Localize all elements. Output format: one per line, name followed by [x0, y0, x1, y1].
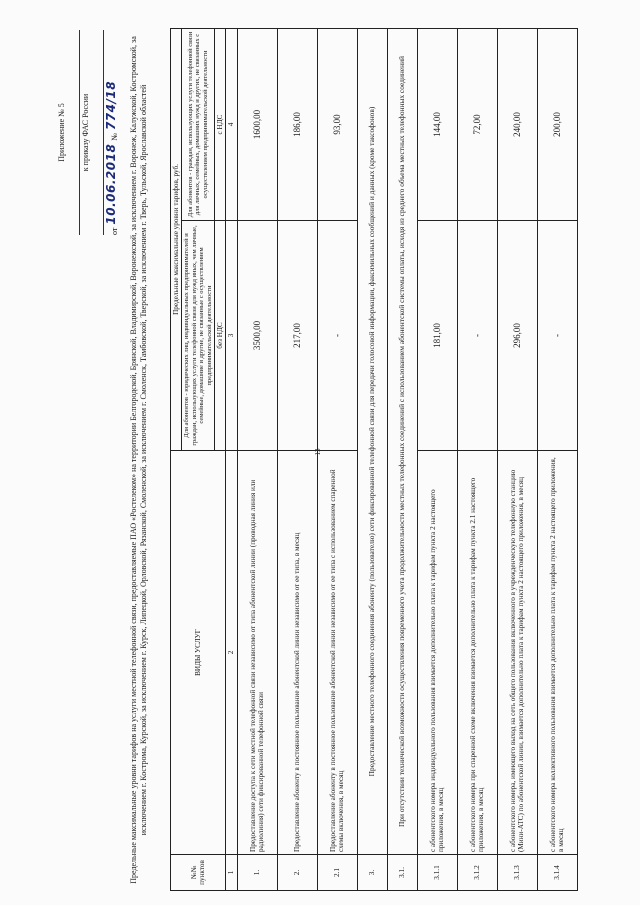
row-tariff-legal-cell: 3500,00 [237, 221, 277, 451]
row-service-cell: с абонентского номера индивидуального пользования взимается дополнительно плата к тарифам пункта 2 настоящего приложения, в месяц [417, 451, 457, 855]
handwritten-date: 10.06.2018 [104, 143, 119, 225]
row-number-cell: 3.1.1 [417, 855, 457, 891]
table-row [537, 28, 577, 890]
table-body [237, 28, 577, 890]
row-tariff-citizens-cell: 144,00 [417, 28, 457, 220]
table-index-row [226, 28, 237, 890]
row-section-cell: При отсутствии технической возможности осуществления повременного учета продолжительности местных телефонных соединений с использованием абонентской системы оплаты, исходя из среднего объема местных телефонных соединений [387, 28, 417, 854]
number-sign: № [109, 133, 119, 141]
row-number-cell: 3.1.2 [457, 855, 497, 891]
vat-included-label: с НДС [215, 28, 226, 220]
document-title: Предельные максимальные уровни тарифов на услуги местной телефонной связи, предоставляемые ПАО «Ростелеком» на территории Белгородской, Брянской, Владимирской, Воронежской, за исключением г. Воронеж, Калужской, Костромской, за исключением г. Кострома, Курской, за исключением г. Курск, Липецкой, Орловской, Рязанской, Смоленской, за исключением г. Смоленск, Тамбовской, Тверской, за исключением г. Тверь, Тульской, Ярославской областей [129, 36, 148, 884]
table-row [357, 28, 387, 890]
row-tariff-legal-cell: - [457, 221, 497, 451]
table-row [237, 28, 277, 890]
row-service-cell: Предоставление абоненту в постоянное пользование абонентской линии независимо от ее типа с использованием спаренной схемы включения, в месяц [317, 451, 357, 855]
row-tariff-citizens-cell: 72,00 [457, 28, 497, 220]
page-number: 13 [314, 448, 322, 456]
row-service-cell: с абонентского номера при спаренной схеме включения взимается дополнительно плата к тарифам пункта 2.1 настоящего приложения, в месяц [457, 451, 497, 855]
row-tariff-citizens-cell: 1600,00 [237, 28, 277, 220]
table-header-row [171, 28, 182, 890]
row-number-cell: 3.1. [387, 855, 417, 891]
col-number-header: №№ пунктов [171, 855, 226, 891]
vat-excluded-label: без НДС [215, 221, 226, 451]
row-tariff-legal-cell: 296,00 [497, 221, 537, 451]
row-tariff-citizens-cell: 186,00 [277, 28, 317, 220]
row-tariff-legal-cell: 181,00 [417, 221, 457, 451]
appendix-title: Приложение № 5 [57, 103, 66, 162]
index-cell: 2 [226, 451, 237, 855]
row-number-cell: 1. [237, 855, 277, 891]
index-cell: 1 [226, 855, 237, 891]
row-tariff-citizens-cell: 93,00 [317, 28, 357, 220]
table-row [417, 28, 457, 890]
table-row [277, 28, 317, 890]
index-cell: 4 [226, 28, 237, 220]
row-number-cell: 3.1.3 [497, 855, 537, 891]
col-legal-entities-header: Для абонентов - юридических лиц, индивидуальных предпринимателей и граждан, использующих услуги телефонной связи для нужд иных, чем личные, семейные, домашние и другие, не связанные с осуществлением предпринимательской деятельности [182, 221, 215, 451]
col-citizens-header: Для абонентов - граждан, использующих услуги телефонной связи для личных, семейных, домашних нужд и других, не связанных с осуществлением предпринимательской деятельности [182, 28, 215, 220]
row-section-cell: Предоставление местного телефонного соединения абоненту (пользователю) сети фиксированной телефонной связи для передачи голосовой информации, факсимильных сообщений и данных (кроме таксофонов) [357, 28, 387, 854]
row-tariff-legal-cell: 217,00 [277, 221, 317, 451]
row-service-cell: с абонентского номера коллективного пользования взимается дополнительно плата к тарифам пункта 2 настоящего приложения, в месяц [537, 451, 577, 855]
table-row [457, 28, 497, 890]
row-service-cell: Предоставление абоненту в постоянное пользование абонентской линии независимо от ее типа, в месяц [277, 451, 317, 855]
appendix-header [57, 30, 119, 235]
table-row [317, 28, 357, 890]
tariff-table [170, 28, 578, 891]
row-tariff-citizens-cell: 200,00 [537, 28, 577, 220]
row-tariff-citizens-cell: 240,00 [497, 28, 537, 220]
tariff-group-header: Предельные максимальные уровни тарифов, руб. [171, 28, 182, 450]
row-number-cell: 2.1 [317, 855, 357, 891]
rotated-content [55, 25, 620, 895]
row-service-cell: с абонентского номера, имеющего выход на сеть общего пользования включенного в учрежденческую телефонную станцию (Мини-АТС) по абонентской линии, взимается дополнительно плата к тарифам пункта 2 настоящего приложения, в месяц [497, 451, 537, 855]
row-tariff-legal-cell: - [537, 221, 577, 451]
order-reference: к приказу ФАС России [81, 93, 91, 172]
row-number-cell: 3. [357, 855, 387, 891]
col-service-header: ВИДЫ УСЛУГ [171, 451, 226, 855]
row-number-cell: 3.1.4 [537, 855, 577, 891]
order-date-row [105, 30, 119, 235]
table-row [387, 28, 417, 890]
handwritten-number: 774/18 [104, 80, 119, 131]
table-row [497, 28, 537, 890]
row-service-cell: Предоставление доступа к сети местной телефонной связи независимо от типа абонентской линии (проводная линия или радиолиния) сети фиксированной телефонной связи [237, 451, 277, 855]
from-label: от [109, 227, 119, 235]
row-tariff-legal-cell: - [317, 221, 357, 451]
index-cell: 3 [226, 221, 237, 451]
row-number-cell: 2. [277, 855, 317, 891]
